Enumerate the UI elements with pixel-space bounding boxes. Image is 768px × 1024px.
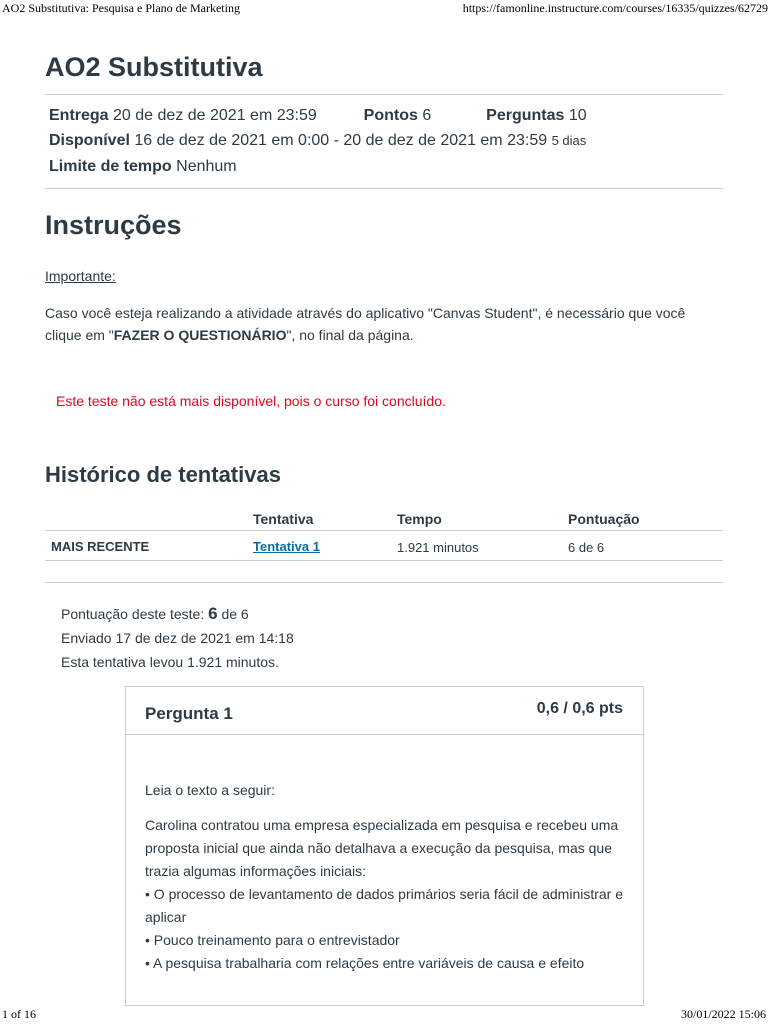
quiz-unavailable-notice: Este teste não está mais disponível, pois o curso foi concluído. xyxy=(56,393,446,409)
table-row xyxy=(45,531,723,561)
list-item: • Pouco treinamento para o entrevistador xyxy=(145,932,400,948)
question-points: 0,6 / 0,6 pts xyxy=(536,700,623,717)
limite-value: Nenhum xyxy=(176,158,237,175)
print-page-number: 1 of 16 xyxy=(2,1007,36,1021)
attempt-time: 1.921 minutos xyxy=(397,540,479,555)
quiz-meta-row-3 xyxy=(49,158,237,176)
col-pontuacao: Pontuação xyxy=(568,511,640,527)
question-header xyxy=(126,687,643,735)
history-table-header xyxy=(45,506,723,531)
list-item: • O processo de levantamento de dados primários seria fácil de administrar e aplicar xyxy=(145,886,624,925)
print-page-url: https://famonline.instructure.com/courses/16335/quizzes/62729 xyxy=(462,1,768,15)
history-title: Histórico de tentativas xyxy=(45,462,281,487)
print-footer xyxy=(0,1006,768,1024)
attempt-summary xyxy=(61,602,294,674)
attempt-score: 6 de 6 xyxy=(568,540,605,555)
divider xyxy=(45,94,723,95)
score-value: 6 xyxy=(208,604,218,623)
limite-label: Limite de tempo xyxy=(49,158,172,175)
disponivel-label: Disponível xyxy=(49,132,130,149)
perguntas-value: 10 xyxy=(568,107,587,124)
importante-label: Importante: xyxy=(45,268,116,284)
perguntas-label: Perguntas xyxy=(486,107,565,124)
question-title: Pergunta 1 xyxy=(145,704,233,723)
score-line xyxy=(61,602,294,626)
col-tentativa: Tentativa xyxy=(253,511,314,527)
entrega-value: 20 de dez de 2021 em 23:59 xyxy=(113,107,317,124)
score-prefix: Pontuação deste teste: xyxy=(61,606,209,622)
attempt-link[interactable]: Tentativa 1 xyxy=(253,539,320,554)
print-page-title: AO2 Substitutiva: Pesquisa e Plano de Marketing xyxy=(2,1,240,15)
print-header xyxy=(0,0,768,18)
disponivel-days: 5 dias xyxy=(551,133,587,148)
attempt-label: MAIS RECENTE xyxy=(51,539,150,554)
print-timestamp: 30/01/2022 15:06 xyxy=(680,1007,766,1021)
list-item: • A pesquisa trabalharia com relações entre variáveis de causa e efeito xyxy=(145,955,585,971)
divider xyxy=(45,582,723,583)
instructions-text-bold: FAZER O QUESTIONÁRIO xyxy=(113,327,287,343)
instructions-title: Instruções xyxy=(45,210,182,240)
instructions-text xyxy=(45,302,723,346)
instructions-text-part2: ", no final da página. xyxy=(286,327,414,343)
question-paragraph: Carolina contratou uma empresa especializada em pesquisa e recebeu uma proposta inicial que ainda não detalhava a execução da pesquisa, mas que trazia algumas informações iniciais: xyxy=(145,817,619,879)
quiz-meta-row-1 xyxy=(49,107,587,125)
page-title: AO2 Substitutiva xyxy=(45,52,263,82)
col-tempo: Tempo xyxy=(397,511,442,527)
question-body xyxy=(145,779,625,975)
sent-line: Enviado 17 de dez de 2021 em 14:18 xyxy=(61,630,294,646)
duration-line: Esta tentativa levou 1.921 minutos. xyxy=(61,654,279,670)
score-suffix: de 6 xyxy=(217,606,249,622)
history-table xyxy=(45,506,723,561)
question-intro: Leia o texto a seguir: xyxy=(145,782,275,798)
pontos-value: 6 xyxy=(422,107,432,124)
divider xyxy=(45,188,723,189)
disponivel-value: 16 de dez de 2021 em 0:00 - 20 de dez de 2021 em 23:59 xyxy=(134,132,548,149)
pontos-label: Pontos xyxy=(363,107,418,124)
entrega-label: Entrega xyxy=(49,107,109,124)
question-card xyxy=(125,686,644,1006)
instructions-text-part1: Caso você esteja realizando a atividade através do aplicativo "Canvas Student", é necessário que você clique em " xyxy=(45,305,686,343)
quiz-meta-row-2 xyxy=(49,132,586,150)
